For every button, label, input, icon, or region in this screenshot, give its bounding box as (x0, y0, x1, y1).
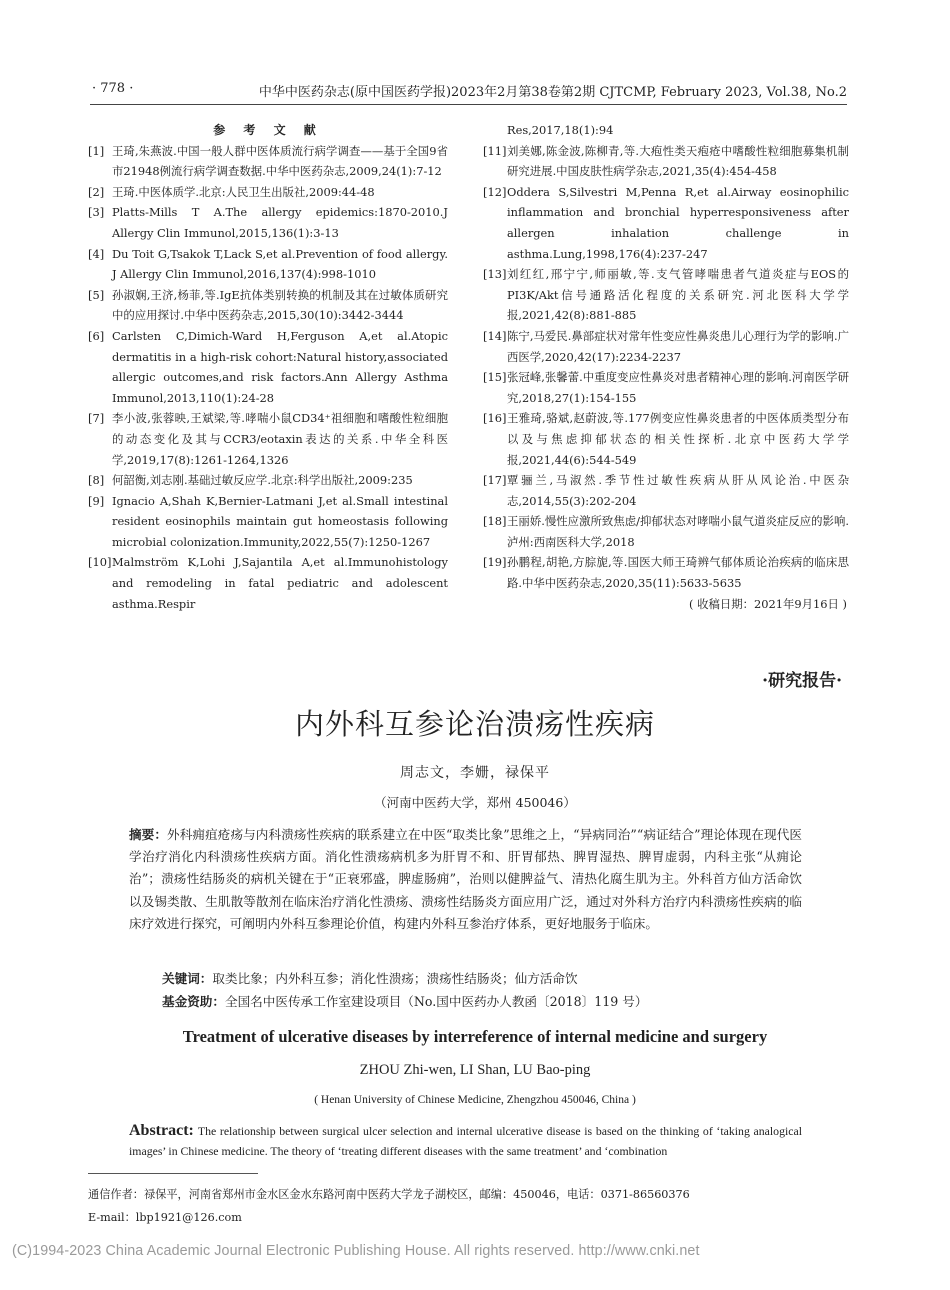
reference-item (88, 285, 448, 326)
article-title-cn: 内外科互参论治溃疡性疾病 (294, 707, 655, 741)
reference-item (483, 552, 849, 593)
abstract-label-cn: 摘要： (129, 827, 168, 842)
reference-number: [12] (483, 184, 507, 199)
section-tag: ·研究报告· (762, 671, 842, 691)
reference-text: 王琦.中医体质学.北京:人民卫生出版社,2009:44-48 (112, 184, 375, 199)
reference-text: 张冠峰,张馨蕾.中重度变应性鼻炎对患者精神心理的影响.河南医学研究,2018,27(1):154-155 (507, 370, 849, 405)
reference-text: 王丽娇.慢性应激所致焦虑/抑郁状态对哮喘小鼠气道炎症反应的影响.泸州:西南医科大学,2018 (507, 514, 849, 549)
received-date: ( 收稿日期：2021年9月16日 ) (689, 596, 847, 611)
reference-number: [6] (88, 328, 105, 343)
reference-number: [16] (483, 411, 507, 426)
keywords (162, 968, 802, 987)
reference-number: [18] (483, 514, 507, 529)
reference-text: 刘红红,邢宁宁,师丽敏,等.支气管哮喘患者气道炎症与EOS的PI3K/Akt信号通路活化程度的关系研究.河北医科大学学报,2021,42(8):881-885 (507, 267, 849, 323)
reference-item (483, 141, 849, 182)
funding-label: 基金资助： (162, 994, 225, 1009)
reference-item (88, 470, 448, 491)
footnote-rule (88, 1173, 258, 1174)
reference-text: 王琦,朱燕波.中国一般人群中医体质流行病学调查——基于全国9省市21948例流行病学调查数据.中华中医药杂志,2009,24(1):7-12 (112, 143, 448, 179)
page-number: · 778 · (92, 81, 134, 96)
reference-item (483, 264, 849, 326)
correspondence-note: 通信作者：禄保平，河南省郑州市金水区金水东路河南中医药大学龙子湖校区，邮编：450046，电话：0371-86560376 (88, 1188, 690, 1201)
reference-text: Oddera S,Silvestri M,Penna R,et al.Airway eosinophilic inflammation and bronchial hyperresponsiveness after allergen inhalation challenge in asthma.Lung,1998,176(4):237-247 (507, 184, 849, 261)
reference-item (483, 511, 849, 552)
references-right-column (483, 120, 849, 614)
article-title-en: Treatment of ulcerative diseases by interreference of internal medicine and surgery (182, 1027, 768, 1046)
reference-item (483, 408, 849, 470)
authors-en: ZHOU Zhi-wen, LI Shan, LU Bao-ping (359, 1062, 591, 1078)
abstract-label-en: Abstract: (129, 1122, 194, 1139)
reference-item (483, 367, 849, 408)
authors-cn: 周志文，李姗，禄保平 (400, 765, 550, 781)
reference-item (88, 244, 448, 285)
reference-number: [2] (88, 184, 105, 199)
references-heading: 参 考 文 献 (213, 123, 323, 137)
abstract-cn (129, 824, 802, 935)
reference-text: 孙鹏程,胡艳,方腙旎,等.国医大师王琦辨气郁体质论治疾病的临床思路.中华中医药杂志,2020,35(11):5633-5635 (507, 555, 849, 591)
reference-item (88, 202, 448, 243)
reference-item (88, 182, 448, 203)
keywords-text: 取类比象；内外科互参；消化性溃疡；溃疡性结肠炎；仙方活命饮 (212, 971, 578, 986)
reference-text: Malmström K,Lohi J,Sajantila A,et al.Immunohistology and remodeling in fatal pediatric and adolescent asthma.Respir (112, 555, 448, 611)
email-note: E-mail：lbp1921@126.com (88, 1211, 242, 1224)
reference-item (483, 326, 849, 367)
abstract-en (129, 1121, 802, 1161)
reference-item (88, 552, 448, 614)
reference-number: [10] (88, 555, 112, 570)
reference-number: [13] (483, 267, 507, 282)
journal-header: 中华中医药杂志(原中国医药学报)2023年2月第38卷第2期 CJTCMP, February 2023, Vol.38, No.2 (258, 85, 847, 100)
reference-text: 王雅琦,骆斌,赵蔚波,等.177例变应性鼻炎患者的中医体质类型分布以及与焦虑抑郁状态的相关性探析.北京中医药大学学报,2021,44(6):544-549 (507, 411, 849, 467)
reference-number: [11] (483, 143, 507, 158)
reference-text: 李小波,张蓉映,王斌梁,等.哮喘小鼠CD34⁺祖细胞和嗜酸性粒细胞的动态变化及其与CCR3/eotaxin表达的关系.中华全科医学,2019,17(8):1261-1264,1326 (112, 411, 448, 467)
reference-number: [1] (88, 143, 105, 158)
reference-number: [8] (88, 473, 105, 488)
reference-item (483, 182, 849, 264)
reference-text: Ignacio A,Shah K,Bernier-Latmani J,et al.Small intestinal resident eosinophils maintain gut homeostasis following microbial colonization.Immunity,2022,55(7):1250-1267 (112, 493, 448, 549)
reference-number: [19] (483, 555, 507, 570)
reference-item (88, 141, 448, 182)
copyright-watermark: (C)1994-2023 China Academic Journal Electronic Publishing House. All rights reserved. http://www.cnki.net (12, 1243, 700, 1259)
abstract-text-en: The relationship between surgical ulcer selection and internal ulcerative disease is based on the thinking of ‘taking analogical images’ in Chinese medicine. The theory of ‘treating different diseases with the same treatment’ and ‘combination (129, 1124, 802, 1158)
reference-text: 陈宁,马爱民.鼻部症状对常年性变应性鼻炎患儿心理行为学的影响.广西医学,2020,42(17):2234-2237 (507, 328, 849, 364)
header-rule (90, 104, 847, 105)
reference-text: Platts-Mills T A.The allergy epidemics:1870-2010.J Allergy Clin Immunol,2015,136(1):3-13 (112, 205, 448, 240)
funding (162, 991, 802, 1010)
reference-number: [14] (483, 328, 507, 343)
reference-text: 何韶衡,刘志刚.基础过敏反应学.北京:科学出版社,2009:235 (112, 473, 413, 488)
reference-number: [5] (88, 287, 105, 302)
abstract-text-cn: 外科痈疽疮疡与内科溃疡性疾病的联系建立在中医“取类比象”思维之上，“异病同治”“病证结合”理论体现在现代医学治疗消化内科溃疡性疾病方面。消化性溃疡病机多为肝胃不和、肝胃郁热、脾胃湿热、脾胃虚弱，内科主张“从痈论治”；溃疡性结肠炎的病机关键在于“正衰邪盛，脾虚肠痈”，治则以健脾益气、清热化腐生肌为主。外科首方仙方活命饮以及锡类散、生肌散等散剂在临床治疗消化性溃疡、溃疡性结肠炎方面应用广泛，通过对外科方治疗内科溃疡性疾病的临床疗效进行探究，可阐明内外科互参理论价值，构建内外科互参治疗体系，更好地服务于临床。 (129, 827, 802, 931)
reference-text: Du Toit G,Tsakok T,Lack S,et al.Prevention of food allergy. J Allergy Clin Immunol,2016,137(4):998-1010 (112, 246, 448, 282)
reference-item (483, 470, 849, 511)
affiliation-en: ( Henan University of Chinese Medicine, Zhengzhou 450046, China ) (314, 1094, 636, 1106)
reference-number: [7] (88, 411, 105, 426)
reference-text: 孙淑娴,王济,杨菲,等.IgE抗体类别转换的机制及其在过敏体质研究中的应用探讨.中华中医药杂志,2015,30(10):3442-3444 (112, 287, 448, 323)
references-left-column (88, 120, 448, 614)
reference-number: [17] (483, 473, 507, 488)
affiliation-cn: （河南中医药大学，郑州 450046） (374, 795, 576, 810)
references-left-list (88, 141, 448, 615)
reference-number: [4] (88, 246, 105, 261)
reference-number: [15] (483, 370, 507, 385)
reference-number: [9] (88, 493, 105, 508)
funding-text: 全国名中医传承工作室建设项目（No.国中医药办人教函〔2018〕119 号） (224, 994, 648, 1009)
reference-text: 覃骊兰,马淑然.季节性过敏性疾病从肝从风论治.中医杂志,2014,55(3):202-204 (507, 473, 849, 508)
reference-item (88, 408, 448, 470)
reference-continuation: Res,2017,18(1):94 (507, 123, 614, 137)
keywords-label: 关键词： (162, 971, 213, 986)
reference-text: Carlsten C,Dimich-Ward H,Ferguson A,et al.Atopic dermatitis in a high-risk cohort:Natural history,associated allergic outcomes,and risk factors.Ann Allergy Asthma Immunol,2013,110(1):24-28 (112, 328, 448, 405)
reference-number: [3] (88, 205, 105, 220)
references-right-list (483, 141, 849, 594)
reference-text: 刘美娜,陈金波,陈柳青,等.大疱性类天疱疮中嗜酸性粒细胞募集机制研究进展.中国皮肤性病学杂志,2021,35(4):454-458 (507, 143, 849, 179)
reference-item (88, 491, 448, 553)
reference-item (88, 326, 448, 408)
